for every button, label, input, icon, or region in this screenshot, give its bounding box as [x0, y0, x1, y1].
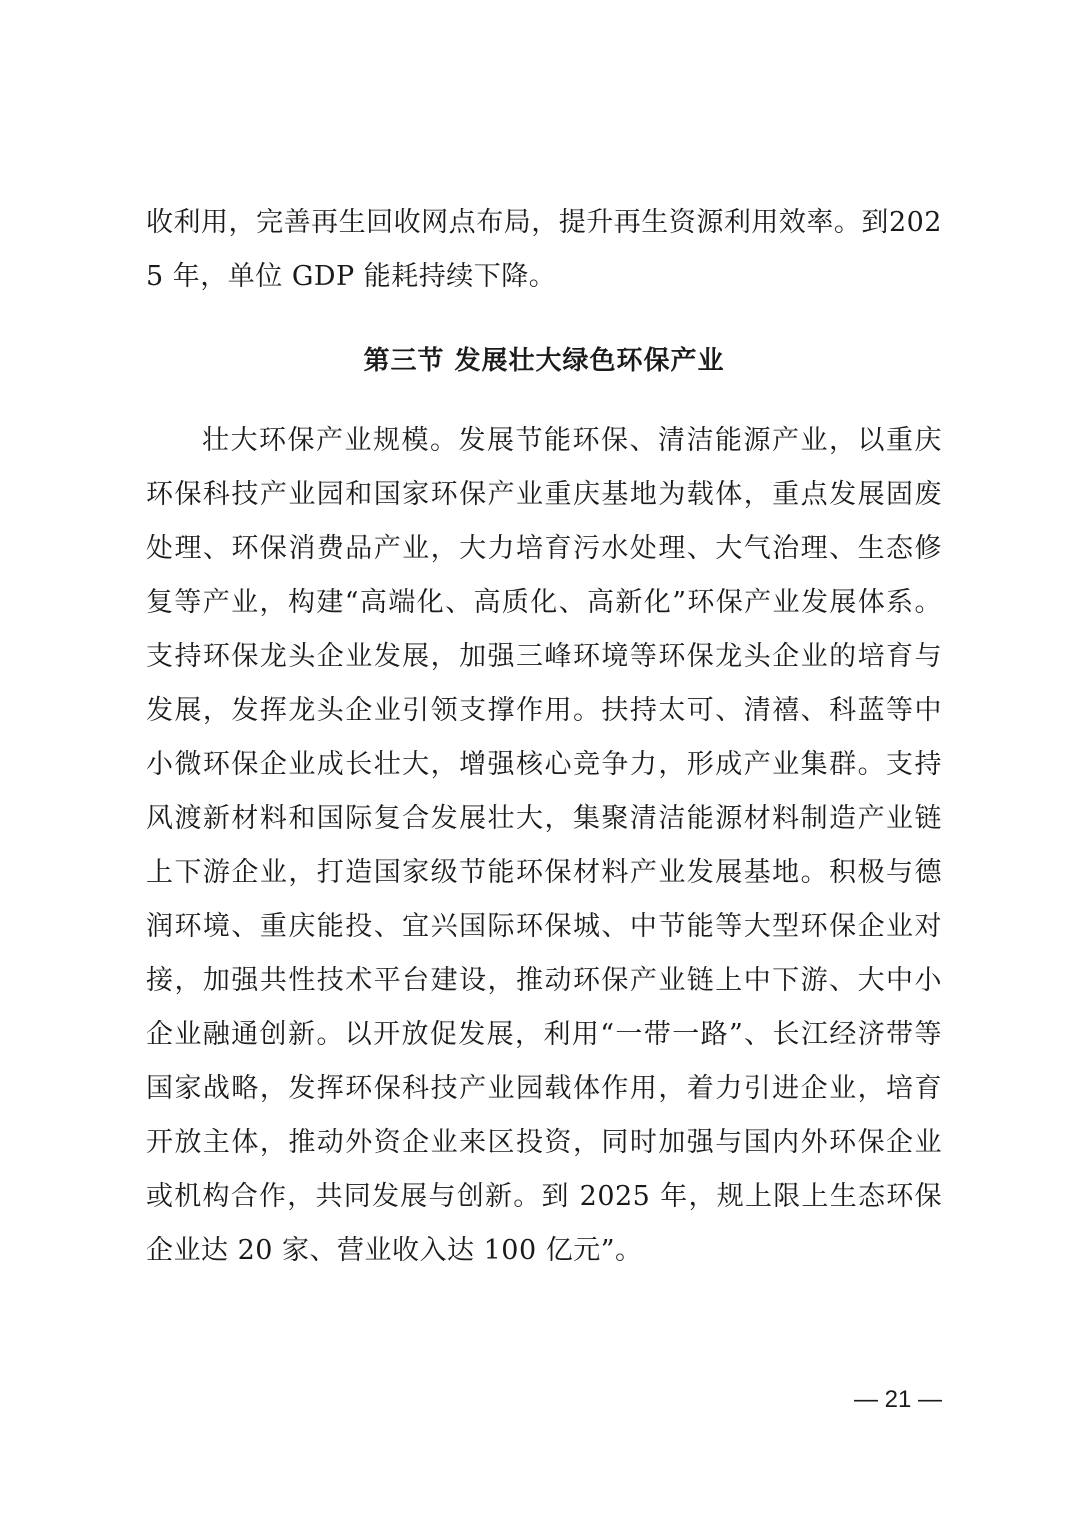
intro-paragraph: 收利用，完善再生回收网点布局，提升再生资源利用效率。到2025 年，单位 GDP 能耗持续下降。: [146, 207, 942, 292]
section-heading: 第三节 发展壮大绿色环保产业: [363, 346, 725, 376]
page-content: [146, 196, 942, 1278]
body-paragraph: 壮大环保产业规模。发展节能环保、清洁能源产业，以重庆环保科技产业园和国家环保产业重庆基地为载体，重点发展固废处理、环保消费品产业，大力培育污水处理、大气治理、生态修复等产业，构建“高端化、高质化、高新化”环保产业发展体系。支持环保龙头企业发展，加强三峰环境等环保龙头企业的培育与发展，发挥龙头企业引领支撑作用。扶持太可、清禧、科蓝等中小微环保企业成长壮大，增强核心竞争力，形成产业集群。支持风渡新材料和国际复合发展壮大，集聚清洁能源材料制造产业链上下游企业，打造国家级节能环保材料产业发展基地。积极与德润环境、重庆能投、宜兴国际环保城、中节能等大型环保企业对接，加强共性技术平台建设，推动环保产业链上中下游、大中小企业融通创新。以开放促发展，利用“一带一路”、长江经济带等国家战略，发挥环保科技产业园载体作用，着力引进企业，培育开放主体，推动外资企业来区投资，同时加强与国内外环保企业或机构合作，共同发展与创新。到 2025 年，规上限上生态环保企业达 20 家、营业收入达 100 亿元”。: [146, 425, 942, 1266]
page-number: — 21 —: [853, 1386, 942, 1413]
